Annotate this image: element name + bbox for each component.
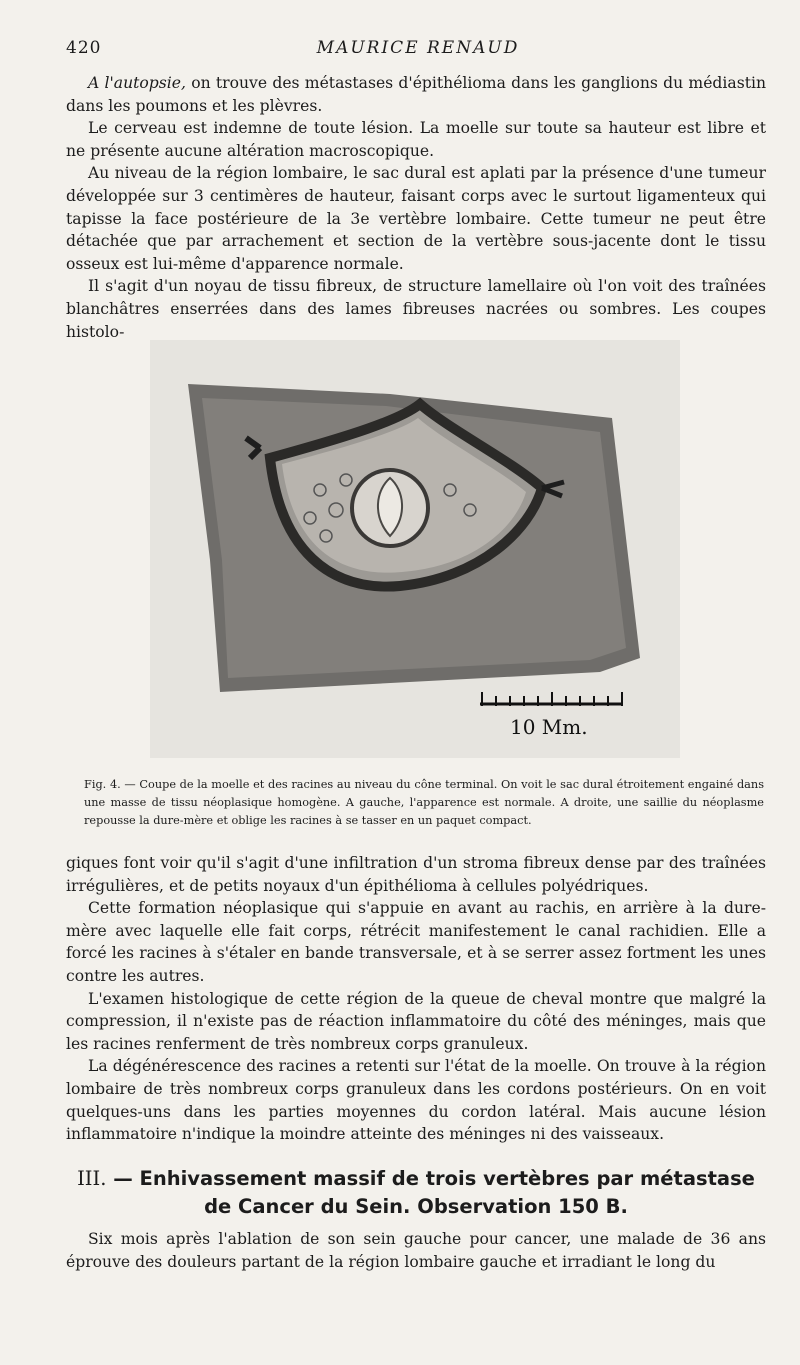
top-text-block — [66, 72, 766, 343]
specimen-photograph — [150, 340, 680, 758]
figure-4-photo — [150, 340, 680, 758]
paragraph-examination: L'examen histologique de cette région de la queue de cheval montre que malgré la compression, il n'existe pas de réaction inflammatoire du côté des méninges, mais que les racines renferment de très nombreux corps granuleux. — [66, 989, 766, 1053]
paragraph-lead: A l'autopsie, — [88, 74, 186, 92]
section-heading — [66, 1165, 766, 1221]
running-head — [66, 38, 770, 64]
section-title-part2: de Cancer du Sein. Observation 150 B. — [204, 1195, 628, 1218]
paragraph-rest: on trouve des métastases d'épithélioma dans les ganglions du médiastin dans les poumons et les plèvres. — [66, 74, 766, 115]
page-number: 420 — [66, 38, 102, 58]
paragraph-autopsy — [66, 72, 766, 117]
section-number: III. — [77, 1167, 107, 1190]
paragraph-lumbar: Au niveau de la région lombaire, le sac dural est aplati par la présence d'une tumeur développée sur 3 centimères de hauteur, faisant corps avec le surtout ligamenteux qui tapisse la face postérieure de la 3e vertèbre lombaire. Cette tumeur ne peut être détachée que par arrachement et section de la vertèbre sous-jacente dont le tissu osseux est lui-même d'apparence normale. — [66, 164, 766, 273]
section-title-part1: — Enhivassement massif de trois vertèbres par métastase — [113, 1167, 755, 1190]
running-title: MAURICE RENAUD — [316, 38, 520, 58]
paragraph-final: Six mois après l'ablation de son sein gauche pour cancer, une malade de 36 ans éprouve des douleurs partant de la région lombaire gauche et irradiant le long du — [66, 1230, 766, 1271]
final-text-block — [66, 1228, 766, 1273]
paragraph-neoplastic: Cette formation néoplasique qui s'appuie en avant au rachis, en arrière à la dure-mère avec laquelle elle fait corps, rétrécit manifestement le canal rachidien. Elle a forcé les racines à s'étaler en bande transversale, et à se serrer assez fortment les unes contre les autres. — [66, 899, 766, 985]
figure-caption: Fig. 4. — Coupe de la moelle et des racines au niveau du cône terminal. On voit le sac dural étroitement engainé dans une masse de tissu néoplasique homogène. A gauche, l'apparence est normale. A droite, une saillie du néoplasme repousse la dure-mère et oblige les racines à se tasser en un paquet compact. — [84, 778, 764, 827]
paragraph-histology: giques font voir qu'il s'agit d'une infiltration d'un stroma fibreux dense par des traînées irrégulières, et de petits noyaux d'un épithélioma à cellules polyédriques. — [66, 854, 766, 895]
scale-label: 10 Mm. — [510, 715, 588, 739]
section-heading-line1 — [66, 1165, 766, 1193]
paragraph-brain: Le cerveau est indemne de toute lésion. La moelle sur toute sa hauteur est libre et ne présente aucune altération macroscopique. — [66, 119, 766, 160]
bottom-text-block — [66, 852, 766, 1146]
paragraph-fibrous: Il s'agit d'un noyau de tissu fibreux, de structure lamellaire où l'on voit des traînées blanchâtres enserrées dans des lames fibreuses nacrées ou sombres. Les coupes histolo- — [66, 277, 766, 341]
paragraph-degeneration: La dégénérescence des racines a retenti sur l'état de la moelle. On trouve à la région lombaire de très nombreux corps granuleux dans les cordons postérieurs. On en voit quelques-uns dans les parties moyennes du cordon latéral. Mais aucune lésion inflammatoire n'indique la moindre atteinte des méninges ni des vaisseaux. — [66, 1057, 766, 1144]
